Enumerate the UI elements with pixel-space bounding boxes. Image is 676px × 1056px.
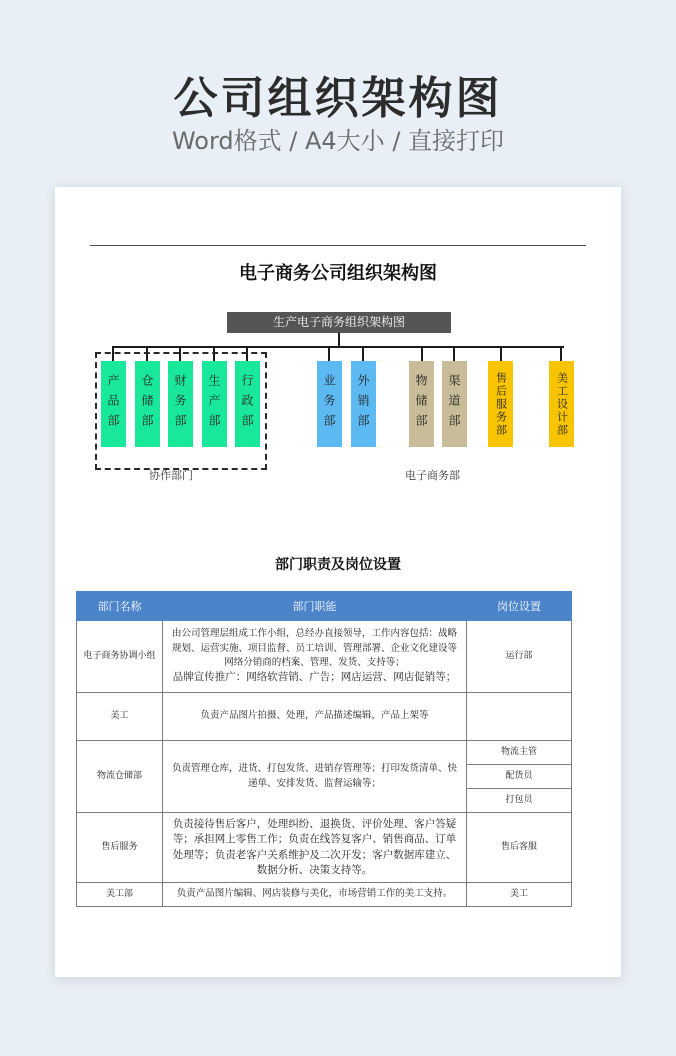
duty-text: 由公司管理层组成工作小组，总经办直接领导，工作内容包括：战略规划、运营实施、项目监督、员工培训、管理部署、企业文化建设等网络分销商的档案、管理、发货、支持等； [171, 628, 457, 668]
dept-box-export: 外销部 [351, 361, 376, 447]
connector-line [362, 346, 364, 361]
post-cell: 打包员 [467, 789, 572, 813]
dept-function-cell: 负责产品图片拍摄、处理，产品描述编辑，产品上架等 [163, 693, 467, 741]
dept-box-after-sales: 售后服务部 [488, 361, 513, 447]
dept-name-cell: 电子商务协调小组 [77, 621, 163, 693]
group-label-cooperation: 协作部门 [149, 469, 193, 482]
dept-name-cell: 物流仓储部 [77, 741, 163, 813]
connector-line [560, 346, 562, 361]
dept-box-channel: 渠道部 [442, 361, 467, 447]
post-cell [467, 693, 572, 741]
dept-function-cell: 负责产品图片编辑、网店装修与美化，市场营销工作的美工支持。 [163, 883, 467, 907]
document-title: 电子商务公司组织架构图 [239, 263, 437, 284]
dept-box-storage: 物储部 [409, 361, 434, 447]
connector-line [421, 346, 423, 361]
table-row [77, 813, 572, 883]
table-header-row [77, 592, 572, 621]
section-title: 部门职责及岗位设置 [275, 557, 401, 573]
dept-name-cell: 售后服务 [77, 813, 163, 883]
dept-function-cell: 负责管理仓库，进货、打包发货、进销存管理等；打印发货清单、快递单、安排发货、监督运输等； [163, 741, 467, 813]
header-post: 岗位设置 [467, 592, 572, 621]
duty-text: 品牌宣传推广：网络软营销、广告；网店运营、网店促销等； [172, 671, 457, 683]
top-divider [90, 245, 586, 246]
post-cell: 运行部 [467, 621, 572, 693]
table-row [77, 621, 572, 693]
dept-box-design: 美工设计部 [549, 361, 574, 447]
hero-subtitle: Word格式 / A4大小 / 直接打印 [171, 127, 505, 155]
table-row [77, 693, 572, 741]
dept-box-admin: 行政部 [235, 361, 260, 447]
header-dept-name: 部门名称 [77, 592, 163, 621]
table-row [77, 741, 572, 765]
connector-line [500, 346, 502, 361]
post-cell: 配货员 [467, 765, 572, 789]
connector-line [328, 346, 330, 361]
dept-function-cell: 负责接待售后客户，处理纠纷、退换货、评价处理、客户答疑等；承担网上零售工作；负责在线答复客户、销售商品、订单处理等；负责老客户关系维护及二次开发；客户数据库建立、数据分析、决策支持等。 [163, 813, 467, 883]
hero-title: 公司组织架构图 [173, 73, 503, 124]
group-label-ecommerce: 电子商务部 [405, 469, 460, 482]
header-dept-function: 部门职能 [163, 592, 467, 621]
dept-box-warehouse: 仓储部 [135, 361, 160, 447]
post-cell: 售后客服 [467, 813, 572, 883]
dept-function-cell [163, 621, 467, 693]
connector-line [338, 333, 340, 347]
dept-name-cell: 美工 [77, 693, 163, 741]
dept-box-finance: 财务部 [168, 361, 193, 447]
cooperation-group-frame [95, 352, 267, 470]
org-root-box: 生产电子商务组织架构图 [227, 312, 451, 333]
dept-box-production: 生产部 [202, 361, 227, 447]
document-page [55, 187, 621, 977]
dept-box-product: 产品部 [101, 361, 126, 447]
post-cell: 物流主管 [467, 741, 572, 765]
duty-table [76, 591, 572, 907]
table-row [77, 883, 572, 907]
connector-line [453, 346, 455, 361]
post-cell: 美工 [467, 883, 572, 907]
dept-box-business: 业务部 [317, 361, 342, 447]
dept-name-cell: 美工部 [77, 883, 163, 907]
